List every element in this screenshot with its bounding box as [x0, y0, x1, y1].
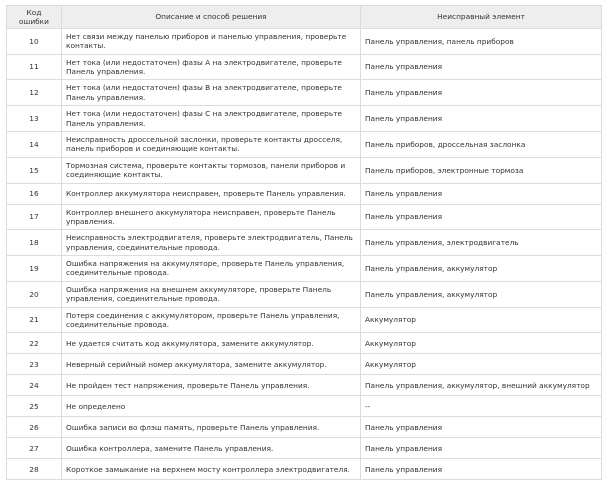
table-row — [7, 396, 602, 417]
table-row — [7, 204, 602, 230]
faulty-element-cell: Панель управления, электродвигатель — [361, 230, 602, 256]
table-header-row — [7, 6, 602, 29]
faulty-element-cell: Аккумулятор — [361, 333, 602, 354]
faulty-element-cell: Панель управления, аккумулятор — [361, 281, 602, 307]
description-cell: Неисправность дроссельной заслонки, проверьте контакты дросселя, панель приборов и соединяющие контакты. — [62, 131, 361, 157]
error-code-cell: 12 — [7, 80, 62, 106]
table-row — [7, 157, 602, 183]
error-code-cell: 20 — [7, 281, 62, 307]
error-code-cell: 21 — [7, 307, 62, 333]
description-cell: Контроллер внешнего аккумулятора неисправен, проверьте Панель управления. — [62, 204, 361, 230]
error-code-cell: 17 — [7, 204, 62, 230]
faulty-element-cell: Панель управления, аккумулятор — [361, 255, 602, 281]
table-row — [7, 230, 602, 256]
error-code-cell: 15 — [7, 157, 62, 183]
error-code-cell: 13 — [7, 106, 62, 132]
header-description: Описание и способ решения — [62, 6, 361, 29]
description-cell: Не удается считать код аккумулятора, замените аккумулятор. — [62, 333, 361, 354]
description-cell: Не определено — [62, 396, 361, 417]
description-cell: Потеря соединения с аккумулятором, проверьте Панель управления, соединительные провода. — [62, 307, 361, 333]
description-cell: Неверный серийный номер аккумулятора, замените аккумулятор. — [62, 354, 361, 375]
description-cell: Короткое замыкание на верхнем мосту контроллера электродвигателя. — [62, 459, 361, 480]
table-row — [7, 54, 602, 80]
faulty-element-cell: Панель управления — [361, 54, 602, 80]
description-cell: Контроллер аккумулятора неисправен, проверьте Панель управления. — [62, 183, 361, 204]
faulty-element-cell: Панель управления — [361, 204, 602, 230]
description-cell: Нет тока (или недостаточен) фазы A на электродвигателе, проверьте Панель управления. — [62, 54, 361, 80]
table-row — [7, 333, 602, 354]
error-code-cell: 25 — [7, 396, 62, 417]
table-row — [7, 183, 602, 204]
table-row — [7, 131, 602, 157]
faulty-element-cell: Панель управления — [361, 417, 602, 438]
description-cell: Ошибка напряжения на аккумуляторе, проверьте Панель управления, соединительные провода. — [62, 255, 361, 281]
table-row — [7, 255, 602, 281]
description-cell: Ошибка напряжения на внешнем аккумуляторе, проверьте Панель управления, соединительные провода. — [62, 281, 361, 307]
faulty-element-cell: Аккумулятор — [361, 354, 602, 375]
error-code-cell: 14 — [7, 131, 62, 157]
faulty-element-cell: Аккумулятор — [361, 307, 602, 333]
error-code-cell: 26 — [7, 417, 62, 438]
description-cell: Неисправность электродвигателя, проверьте электродвигатель, Панель управления, соединительные провода. — [62, 230, 361, 256]
error-code-cell: 24 — [7, 375, 62, 396]
description-cell: Нет связи между панелью приборов и панелью управления, проверьте контакты. — [62, 29, 361, 55]
table-row — [7, 417, 602, 438]
error-code-cell: 16 — [7, 183, 62, 204]
header-code: Код ошибки — [7, 6, 62, 29]
error-codes-table — [6, 5, 602, 480]
faulty-element-cell: Панель управления, панель приборов — [361, 29, 602, 55]
description-cell: Ошибка контроллера, замените Панель управления. — [62, 438, 361, 459]
faulty-element-cell: -- — [361, 396, 602, 417]
table-row — [7, 80, 602, 106]
error-codes-table-wrapper — [6, 5, 601, 480]
description-cell: Нет тока (или недостаточен) фазы B на электродвигателе, проверьте Панель управления. — [62, 80, 361, 106]
description-cell: Тормозная система, проверьте контакты тормозов, панели приборов и соединяющие контакты. — [62, 157, 361, 183]
table-row — [7, 354, 602, 375]
table-row — [7, 106, 602, 132]
description-cell: Не пройден тест напряжения, проверьте Панель управления. — [62, 375, 361, 396]
error-code-cell: 11 — [7, 54, 62, 80]
faulty-element-cell: Панель управления — [361, 438, 602, 459]
error-code-cell: 10 — [7, 29, 62, 55]
description-cell: Ошибка записи во флэш память, проверьте Панель управления. — [62, 417, 361, 438]
table-row — [7, 459, 602, 480]
table-row — [7, 281, 602, 307]
header-element: Неисправный элемент — [361, 6, 602, 29]
table-row — [7, 375, 602, 396]
faulty-element-cell: Панель управления — [361, 183, 602, 204]
faulty-element-cell: Панель управления — [361, 459, 602, 480]
faulty-element-cell: Панель управления, аккумулятор, внешний аккумулятор — [361, 375, 602, 396]
faulty-element-cell: Панель управления — [361, 106, 602, 132]
error-code-cell: 19 — [7, 255, 62, 281]
faulty-element-cell: Панель приборов, электронные тормоза — [361, 157, 602, 183]
table-row — [7, 29, 602, 55]
error-code-cell: 27 — [7, 438, 62, 459]
faulty-element-cell: Панель приборов, дроссельная заслонка — [361, 131, 602, 157]
faulty-element-cell: Панель управления — [361, 80, 602, 106]
error-code-cell: 23 — [7, 354, 62, 375]
error-code-cell: 22 — [7, 333, 62, 354]
description-cell: Нет тока (или недостаточен) фазы C на электродвигателе, проверьте Панель управления. — [62, 106, 361, 132]
table-row — [7, 307, 602, 333]
error-code-cell: 28 — [7, 459, 62, 480]
error-code-cell: 18 — [7, 230, 62, 256]
